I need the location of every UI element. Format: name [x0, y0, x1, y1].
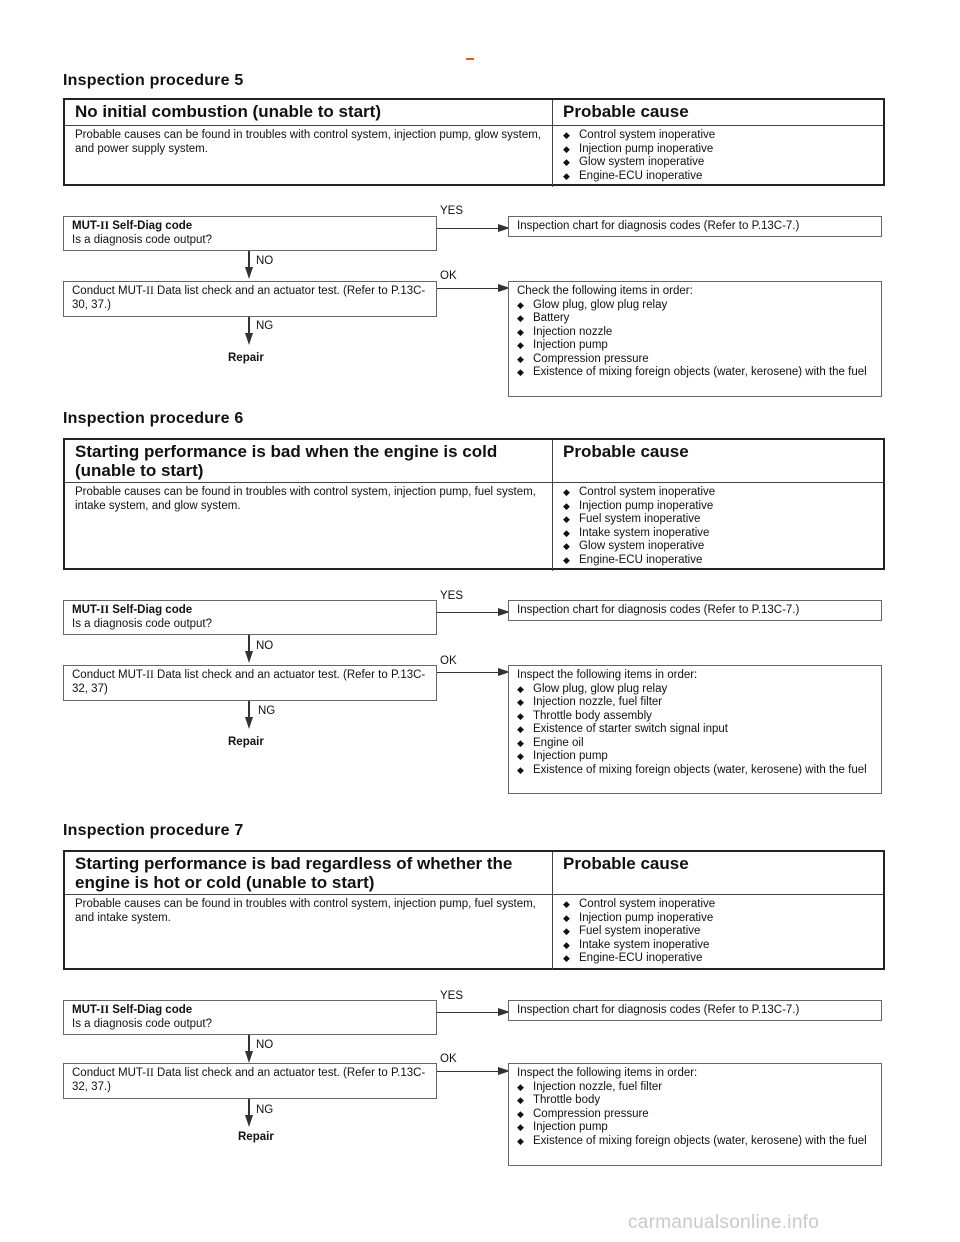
diag-question: Is a diagnosis code output? — [72, 233, 213, 246]
watermark: carmanualsonline.info — [628, 1212, 820, 1233]
yes-connector — [437, 1012, 499, 1013]
cause-description: Probable causes can be found in troubles with control system, injection pump, fuel system, and intake system. — [75, 898, 536, 924]
ng-label: NG — [256, 1104, 274, 1116]
cause-description: Probable causes can be found in troubles with control system, injection pump, fuel system, intake system, and glow system. — [75, 486, 536, 512]
cause-item: ◆ Engine-ECU inoperative — [563, 554, 873, 568]
cause-item: ◆ Control system inoperative — [563, 486, 873, 500]
yes-label: YES — [440, 590, 464, 602]
cause-item: ◆ Engine-ECU inoperative — [563, 952, 873, 966]
diag-question: Is a diagnosis code output? — [72, 1017, 213, 1030]
inspect-item: ◆ Existence of starter switch signal input — [517, 723, 873, 737]
cause-list — [563, 898, 873, 966]
inspect-items-box — [508, 665, 882, 794]
conduct-text: Conduct MUT- — [72, 669, 147, 681]
check-items-title: Check the following items in order: — [517, 285, 693, 297]
ok-connector — [437, 672, 499, 673]
cause-item: ◆ Fuel system inoperative — [563, 925, 873, 939]
inspect-item: ◆ Glow plug, glow plug relay — [517, 683, 873, 697]
inspect-item: ◆ Existence of mixing foreign objects (water, kerosene) with the fuel — [517, 764, 873, 778]
mut-prefix: MUT- — [72, 604, 101, 616]
data-list-check-box — [63, 1063, 437, 1099]
yes-connector — [437, 228, 499, 229]
cause-list — [563, 486, 873, 567]
conduct-text: Conduct MUT- — [72, 1067, 147, 1079]
probable-cause-heading: Probable cause — [552, 100, 883, 125]
arrow-down-icon — [245, 267, 253, 279]
ok-connector — [437, 288, 499, 289]
check-items-box — [508, 281, 882, 397]
inspect-item: ◆ Throttle body assembly — [517, 710, 873, 724]
inspect-item: ◆ Injection pump — [517, 1121, 873, 1135]
symptom-heading: Starting performance is bad regardless of whether the engine is hot or cold (unable to start) — [75, 854, 513, 892]
cause-item: ◆ Intake system inoperative — [563, 527, 873, 541]
check-item: ◆ Injection nozzle — [517, 326, 873, 340]
conduct-text: Conduct MUT- — [72, 285, 147, 297]
symptom-heading: No initial combustion (unable to start) — [75, 102, 381, 121]
self-diag-label: Self-Diag code — [109, 220, 193, 232]
mut-roman: II — [146, 285, 154, 297]
inspect-items-list — [517, 1081, 873, 1149]
cause-item: ◆ Control system inoperative — [563, 898, 873, 912]
procedure-6-cause-table — [63, 438, 885, 570]
symptom-heading: Starting performance is bad when the engine is cold (unable to start) — [75, 442, 498, 480]
cause-list — [563, 129, 873, 183]
diag-chart-result: Inspection chart for diagnosis codes (Refer to P.13C-7.) — [517, 604, 800, 616]
mut-roman: II — [100, 1004, 110, 1016]
check-items-list — [517, 299, 873, 380]
inspect-items-list — [517, 683, 873, 778]
inspect-item: ◆ Existence of mixing foreign objects (water, kerosene) with the fuel — [517, 1135, 873, 1149]
data-list-text: Data list check and an actuator test. (Refer to P.13C-32, 37.) — [72, 1067, 426, 1093]
check-item: ◆ Compression pressure — [517, 353, 873, 367]
procedure-5-cause-table — [63, 98, 885, 186]
diag-question: Is a diagnosis code output? — [72, 617, 213, 630]
inspect-item: ◆ Injection pump — [517, 750, 873, 764]
procedure-6-title: Inspection procedure 6 — [63, 410, 244, 427]
cause-item: ◆ Control system inoperative — [563, 129, 873, 143]
cause-item: ◆ Injection pump inoperative — [563, 143, 873, 157]
arrow-down-icon — [245, 1051, 253, 1063]
cause-description: Probable causes can be found in troubles with control system, injection pump, glow system, and power supply system. — [75, 129, 541, 155]
diag-chart-result: Inspection chart for diagnosis codes (Refer to P.13C-7.) — [517, 220, 800, 232]
diag-chart-result: Inspection chart for diagnosis codes (Refer to P.13C-7.) — [517, 1004, 800, 1016]
check-item: ◆ Injection pump — [517, 339, 873, 353]
self-diag-label: Self-Diag code — [109, 604, 193, 616]
self-diag-box — [63, 1000, 437, 1035]
inspect-item: ◆ Compression pressure — [517, 1108, 873, 1122]
yes-label: YES — [440, 990, 464, 1002]
inspect-items-title: Inspect the following items in order: — [517, 1067, 698, 1079]
self-diag-label: Self-Diag code — [109, 1004, 193, 1016]
probable-cause-heading: Probable cause — [552, 440, 883, 482]
check-item: ◆ Existence of mixing foreign objects (water, kerosene) with the fuel — [517, 366, 873, 380]
ok-label: OK — [440, 270, 457, 282]
diag-chart-result-box — [508, 216, 882, 237]
inspect-item: ◆ Engine oil — [517, 737, 873, 751]
check-item: ◆ Glow plug, glow plug relay — [517, 299, 873, 313]
page-marker — [466, 58, 474, 60]
mut-roman: II — [100, 604, 110, 616]
inspect-items-box — [508, 1063, 882, 1166]
mut-prefix: MUT- — [72, 220, 101, 232]
no-label: NO — [256, 255, 274, 267]
arrow-down-icon — [245, 651, 253, 663]
mut-roman: II — [100, 220, 110, 232]
repair-label: Repair — [228, 352, 264, 364]
check-item: ◆ Battery — [517, 312, 873, 326]
procedure-7-title: Inspection procedure 7 — [63, 822, 244, 839]
inspect-item: ◆ Injection nozzle, fuel filter — [517, 1081, 873, 1095]
mut-roman: II — [146, 669, 154, 681]
cause-item: ◆ Intake system inoperative — [563, 939, 873, 953]
inspect-item: ◆ Throttle body — [517, 1094, 873, 1108]
ok-connector — [437, 1071, 499, 1072]
yes-label: YES — [440, 205, 464, 217]
data-list-check-box — [63, 281, 437, 317]
ng-label: NG — [258, 705, 276, 717]
data-list-check-box — [63, 665, 437, 701]
arrow-down-icon — [245, 333, 253, 345]
cause-item: ◆ Engine-ECU inoperative — [563, 170, 873, 184]
repair-label: Repair — [238, 1131, 274, 1143]
inspect-items-title: Inspect the following items in order: — [517, 669, 698, 681]
data-list-text: Data list check and an actuator test. (Refer to P.13C-30, 37.) — [72, 285, 426, 311]
cause-item: ◆ Injection pump inoperative — [563, 912, 873, 926]
ng-label: NG — [256, 320, 274, 332]
mut-prefix: MUT- — [72, 1004, 101, 1016]
diag-chart-result-box — [508, 600, 882, 621]
self-diag-box — [63, 216, 437, 251]
no-label: NO — [256, 1039, 274, 1051]
yes-connector — [437, 612, 499, 613]
diag-chart-result-box — [508, 1000, 882, 1021]
cause-item: ◆ Glow system inoperative — [563, 540, 873, 554]
repair-label: Repair — [228, 736, 264, 748]
arrow-down-icon — [245, 1115, 253, 1127]
ok-label: OK — [440, 655, 457, 667]
ok-label: OK — [440, 1053, 457, 1065]
cause-item: ◆ Glow system inoperative — [563, 156, 873, 170]
self-diag-box — [63, 600, 437, 635]
no-label: NO — [256, 640, 274, 652]
inspect-item: ◆ Injection nozzle, fuel filter — [517, 696, 873, 710]
arrow-down-icon — [245, 717, 253, 729]
probable-cause-heading: Probable cause — [552, 852, 883, 894]
procedure-5-title: Inspection procedure 5 — [63, 72, 244, 89]
data-list-text: Data list check and an actuator test. (Refer to P.13C-32, 37) — [72, 669, 426, 695]
mut-roman: II — [146, 1067, 154, 1079]
cause-item: ◆ Fuel system inoperative — [563, 513, 873, 527]
cause-item: ◆ Injection pump inoperative — [563, 500, 873, 514]
procedure-7-cause-table — [63, 850, 885, 970]
